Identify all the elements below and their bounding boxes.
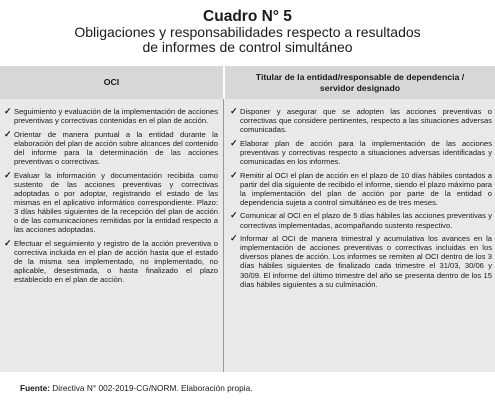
column-header-oci	[0, 66, 223, 99]
check-icon: ✓	[230, 210, 238, 221]
column-header-oci-label: OCI	[103, 77, 120, 88]
list-item-text: Disponer y asegurar que se adopten las acciones preventivas o correctivas que considere pertinentes, respecto a las situaciones adversas comunicadas.	[240, 107, 492, 135]
check-icon: ✓	[230, 106, 238, 116]
list-item-text: Elaborar plan de acción para la implementación de las acciones preventivas y correctivas respecto a situaciones adversas identificadas y comunicadas en los informes.	[240, 138, 492, 166]
list-item	[230, 107, 492, 134]
source-text: Directiva N° 002-2019-CG/NORM. Elaboración propia.	[49, 383, 253, 393]
source-label: Fuente:	[20, 383, 50, 393]
list-item-text: Efectuar el seguimiento y registro de la acción preventiva o correctiva incluida en el plan de acción hasta que el estado de la misma sea implementado, no implementado, no aplicable, desestimada, o hasta finalizado el plazo establecido en el plan de acción.	[14, 238, 218, 285]
check-icon: ✓	[4, 237, 12, 248]
list-item-text: Seguimiento y evaluación de la implementación de acciones preventivas y correctivas contenidas en el plan de acción.	[14, 107, 218, 126]
table-title-block	[0, 8, 495, 55]
list-item	[230, 171, 492, 207]
list-item	[4, 239, 218, 284]
list-item-text: Orientar de manera puntual a la entidad durante la elaboración del plan de acción sobre alcances del contenido del informe para la determinación de las acciones preventivas o correctivas.	[14, 129, 218, 166]
check-icon: ✓	[4, 128, 12, 139]
oci-responsibilities-column	[4, 107, 218, 289]
list-item	[4, 107, 218, 125]
list-item-text: Evaluar la información y documentación recibida como sustento de las acciones preventivas y correctivas adoptadas o por adoptar, registrando el estado de las mismas en el aplicativo informático correspondiente. Plazo: 3 días hábiles siguientes de la recepción del plan de acción o de las comunicaciones remitidas por la entidad respecto a las acciones adoptadas.	[14, 170, 218, 235]
column-header-titular-line-2: servidor designado	[319, 82, 401, 93]
check-icon: ✓	[4, 106, 12, 116]
list-item-text: Informar al OCI de manera trimestral y acumulativa los avances en la implementación de acciones preventivas o correctivas incluidas en los diversos planes de acción. Los informes se remiten al OCI dentro de los 3 días hábiles siguientes de finalizado cada trimestre el 31/03, 30/06 y 30/09. El informe del último trimestre del año se presenta dentro de los 15 días hábiles siguientes a su culminación.	[240, 234, 492, 289]
list-item	[4, 171, 218, 235]
check-icon: ✓	[230, 137, 238, 148]
table-subtitle-line-2: de informes de control simultáneo	[142, 39, 353, 55]
list-item	[230, 234, 492, 289]
list-item-text: Remitir al OCI el plan de acción en el plazo de 10 días hábiles contados a partir del día siguiente de recibido el informe, siendo el plazo máximo para la implementación del plan de acción por parte de la entidad o dependencia sujeta a control simultáneo es de tres meses.	[240, 170, 492, 207]
table-number-title: Cuadro N° 5	[203, 8, 292, 25]
check-icon: ✓	[4, 169, 12, 180]
list-item	[4, 130, 218, 166]
source-note	[20, 383, 253, 393]
check-icon: ✓	[230, 169, 238, 180]
column-divider	[223, 99, 224, 372]
check-icon: ✓	[230, 233, 238, 244]
column-header-titular	[225, 66, 495, 99]
titular-responsibilities-column	[230, 107, 492, 293]
responsibilities-table	[0, 66, 495, 372]
list-item	[230, 139, 492, 166]
list-item	[230, 211, 492, 229]
column-header-titular-line-1: Titular de la entidad/responsable de dependencia /	[255, 72, 465, 82]
list-item-text: Comunicar al OCI en el plazo de 5 días hábiles las acciones preventivas y correctivas implementadas, acompañando sustento respectivo.	[240, 211, 492, 230]
table-subtitle-line-1: Obligaciones y responsabilidades respecto a resultados	[74, 24, 421, 40]
